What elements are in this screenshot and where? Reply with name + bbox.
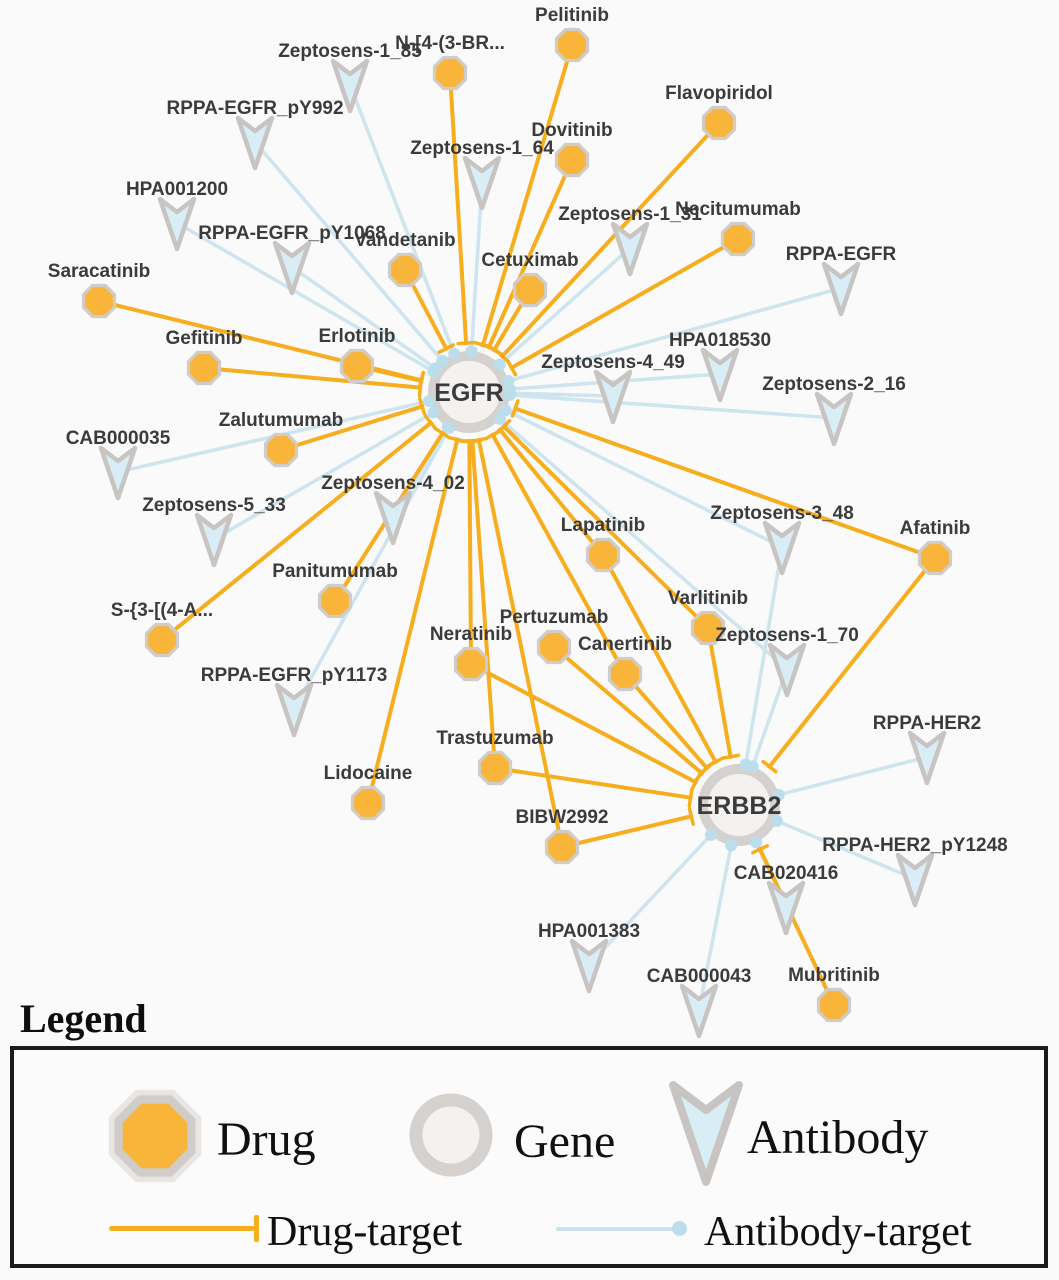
antibody-node[interactable]: [197, 515, 231, 565]
antibody-node[interactable]: [465, 158, 499, 208]
antibody-node[interactable]: [275, 243, 309, 293]
legend-antibody-target-label: Antibody-target: [704, 1209, 972, 1255]
antibody-node-label: HPA018530: [668, 330, 772, 351]
drug-node-label: Afatinib: [899, 518, 971, 539]
antibody-node-label: CAB000043: [646, 966, 752, 987]
drug-node-label: Flavopiridol: [665, 83, 773, 104]
edge-dot-icon: [443, 422, 455, 434]
drug-target-line-icon: [109, 1226, 255, 1231]
drug-node-label: Canertinib: [578, 634, 672, 655]
antibody-node[interactable]: [824, 264, 858, 314]
antibody-node-label: Zeptosens-4_02: [321, 473, 465, 494]
gene-node-label: ERBB2: [696, 792, 782, 820]
tee-arrowhead-icon: [458, 343, 474, 344]
drug-target-edge: [495, 768, 693, 798]
antibody-node-label: HPA001383: [537, 921, 641, 942]
drug-node-label: Dovitinib: [531, 120, 613, 141]
antibody-node[interactable]: [572, 941, 606, 991]
antibody-node-label: RPPA-HER2_pY1248: [822, 835, 1008, 856]
drug-node[interactable]: [318, 584, 352, 618]
drug-node-label: Cetuximab: [481, 250, 579, 271]
edge-dot-icon: [725, 839, 737, 851]
antibody-target-edge: [589, 835, 711, 965]
antibody-node-label: CAB020416: [733, 863, 839, 884]
drug-node[interactable]: [82, 284, 116, 318]
drug-node[interactable]: [702, 106, 736, 140]
drug-target-edge: [472, 439, 495, 768]
antibody-node[interactable]: [277, 685, 311, 735]
drug-node-label: Saracatinib: [47, 261, 151, 282]
drug-node[interactable]: [918, 541, 952, 575]
edge-dot-icon: [747, 760, 759, 772]
drug-node-label: Erlotinib: [318, 326, 396, 347]
drug-node[interactable]: [537, 630, 571, 664]
antibody-node-label: Zeptosens-1_70: [715, 625, 859, 646]
edge-dot-icon: [448, 348, 460, 360]
drug-node[interactable]: [264, 433, 298, 467]
legend-title: Legend: [20, 996, 147, 1041]
edge-dot-icon: [504, 389, 516, 401]
drug-node-label: Panitumumab: [272, 561, 398, 582]
antibody-target-edge: [779, 757, 927, 795]
drug-node[interactable]: [454, 647, 488, 681]
edge-dot-icon: [494, 359, 506, 371]
antibody-node[interactable]: [376, 493, 410, 543]
drug-node[interactable]: [433, 56, 467, 90]
drug-node-label: Necitumumab: [675, 199, 801, 220]
drug-target-edge: [708, 628, 731, 759]
antibody-node-label: Zeptosens-2_16: [762, 374, 906, 395]
edge-dot-icon: [494, 413, 506, 425]
drug-node-label: Varlitinib: [667, 588, 749, 609]
antibody-node-label: RPPA-HER2: [872, 713, 982, 734]
antibody-node-label: HPA001200: [125, 179, 229, 200]
drug-node-label: Pertuzumab: [499, 607, 609, 628]
legend-drug-label: Drug: [217, 1113, 316, 1166]
antibody-node-label: Zeptosens-1_64: [410, 138, 554, 159]
drug-node-label: N-[4-(3-BR...: [395, 33, 505, 54]
drug-node-label: Neratinib: [429, 624, 513, 645]
legend-box: [10, 1046, 1048, 1268]
antibody-node-label: Zeptosens-1_85: [278, 41, 422, 62]
drug-node-label: Pelitinib: [535, 5, 609, 26]
antibody-node[interactable]: [101, 448, 135, 498]
drug-node-label: Gefitinib: [165, 328, 243, 349]
drug-node[interactable]: [586, 538, 620, 572]
antibody-node-label: Zeptosens-4_49: [541, 352, 685, 373]
drug-target-tee-icon: [254, 1215, 259, 1242]
antibody-node[interactable]: [770, 645, 804, 695]
edge-dot-icon: [423, 395, 435, 407]
drug-node[interactable]: [145, 623, 179, 657]
drug-node[interactable]: [187, 351, 221, 385]
edge-dot-icon: [750, 836, 762, 848]
tee-arrowhead-icon: [723, 755, 739, 758]
antibody-node[interactable]: [817, 394, 851, 444]
antibody-node[interactable]: [613, 224, 647, 274]
edge-dot-icon: [430, 362, 442, 374]
tee-arrowhead-icon: [689, 809, 693, 825]
tee-arrowhead-icon: [419, 373, 423, 389]
edge-dot-icon: [466, 345, 478, 357]
drug-node-label: S-{3-[(4-A...: [110, 600, 214, 621]
drug-node[interactable]: [721, 222, 755, 256]
antibody-node[interactable]: [238, 118, 272, 168]
drug-node[interactable]: [555, 143, 589, 177]
antibody-target-edge: [510, 395, 834, 418]
drug-target-edge: [450, 73, 466, 345]
drug-node-label: BIBW2992: [515, 807, 609, 828]
drug-node[interactable]: [340, 349, 374, 383]
gene-circle-icon: [401, 1085, 501, 1185]
drug-node-label: Trastuzumab: [436, 728, 554, 749]
antibody-node-label: CAB000035: [65, 428, 171, 449]
edge-dot-icon: [705, 829, 717, 841]
drug-node[interactable]: [351, 786, 385, 820]
legend-drug-target-label: Drug-target: [267, 1209, 463, 1255]
antibody-node-label: RPPA-EGFR: [785, 244, 897, 265]
drug-node-label: Lidocaine: [323, 763, 413, 784]
drug-node[interactable]: [388, 253, 422, 287]
drug-node[interactable]: [608, 657, 642, 691]
antibody-node[interactable]: [160, 199, 194, 249]
drug-node-label: Vandetanib: [354, 230, 456, 251]
antibody-node-label: Zeptosens-1_31: [558, 204, 702, 225]
antibody-node[interactable]: [910, 733, 944, 783]
drug-node[interactable]: [545, 830, 579, 864]
legend-gene-label: Gene: [514, 1115, 616, 1168]
drug-node[interactable]: [817, 988, 851, 1022]
antibody-node[interactable]: [765, 523, 799, 573]
drug-node[interactable]: [513, 273, 547, 307]
antibody-chevron-icon: [659, 1075, 754, 1190]
antibody-node[interactable]: [682, 986, 716, 1036]
drug-node-label: Lapatinib: [560, 515, 646, 536]
drug-octagon-icon: [97, 1078, 213, 1194]
antibody-node-label: Zeptosens-3_48: [710, 503, 854, 524]
antibody-node-label: RPPA-EGFR_pY1173: [200, 665, 388, 686]
antibody-target-line-icon: [556, 1227, 678, 1231]
antibody-node-label: Zeptosens-5_33: [142, 495, 286, 516]
drug-node-label: Mubritinib: [788, 965, 880, 986]
antibody-node-label: RPPA-EGFR_pY992: [166, 98, 344, 119]
antibody-node-label: RPPA-EGFR_pY1068: [198, 223, 386, 244]
edge-dot-icon: [427, 406, 439, 418]
drug-node[interactable]: [478, 751, 512, 785]
antibody-node[interactable]: [898, 855, 932, 905]
antibody-target-dot-icon: [672, 1221, 687, 1236]
legend-antibody-label: Antibody: [747, 1111, 929, 1164]
drug-node-label: Zalutumumab: [218, 410, 344, 431]
drug-node[interactable]: [555, 28, 589, 62]
gene-node-label: EGFR: [434, 379, 504, 407]
tee-arrowhead-icon: [689, 790, 691, 806]
